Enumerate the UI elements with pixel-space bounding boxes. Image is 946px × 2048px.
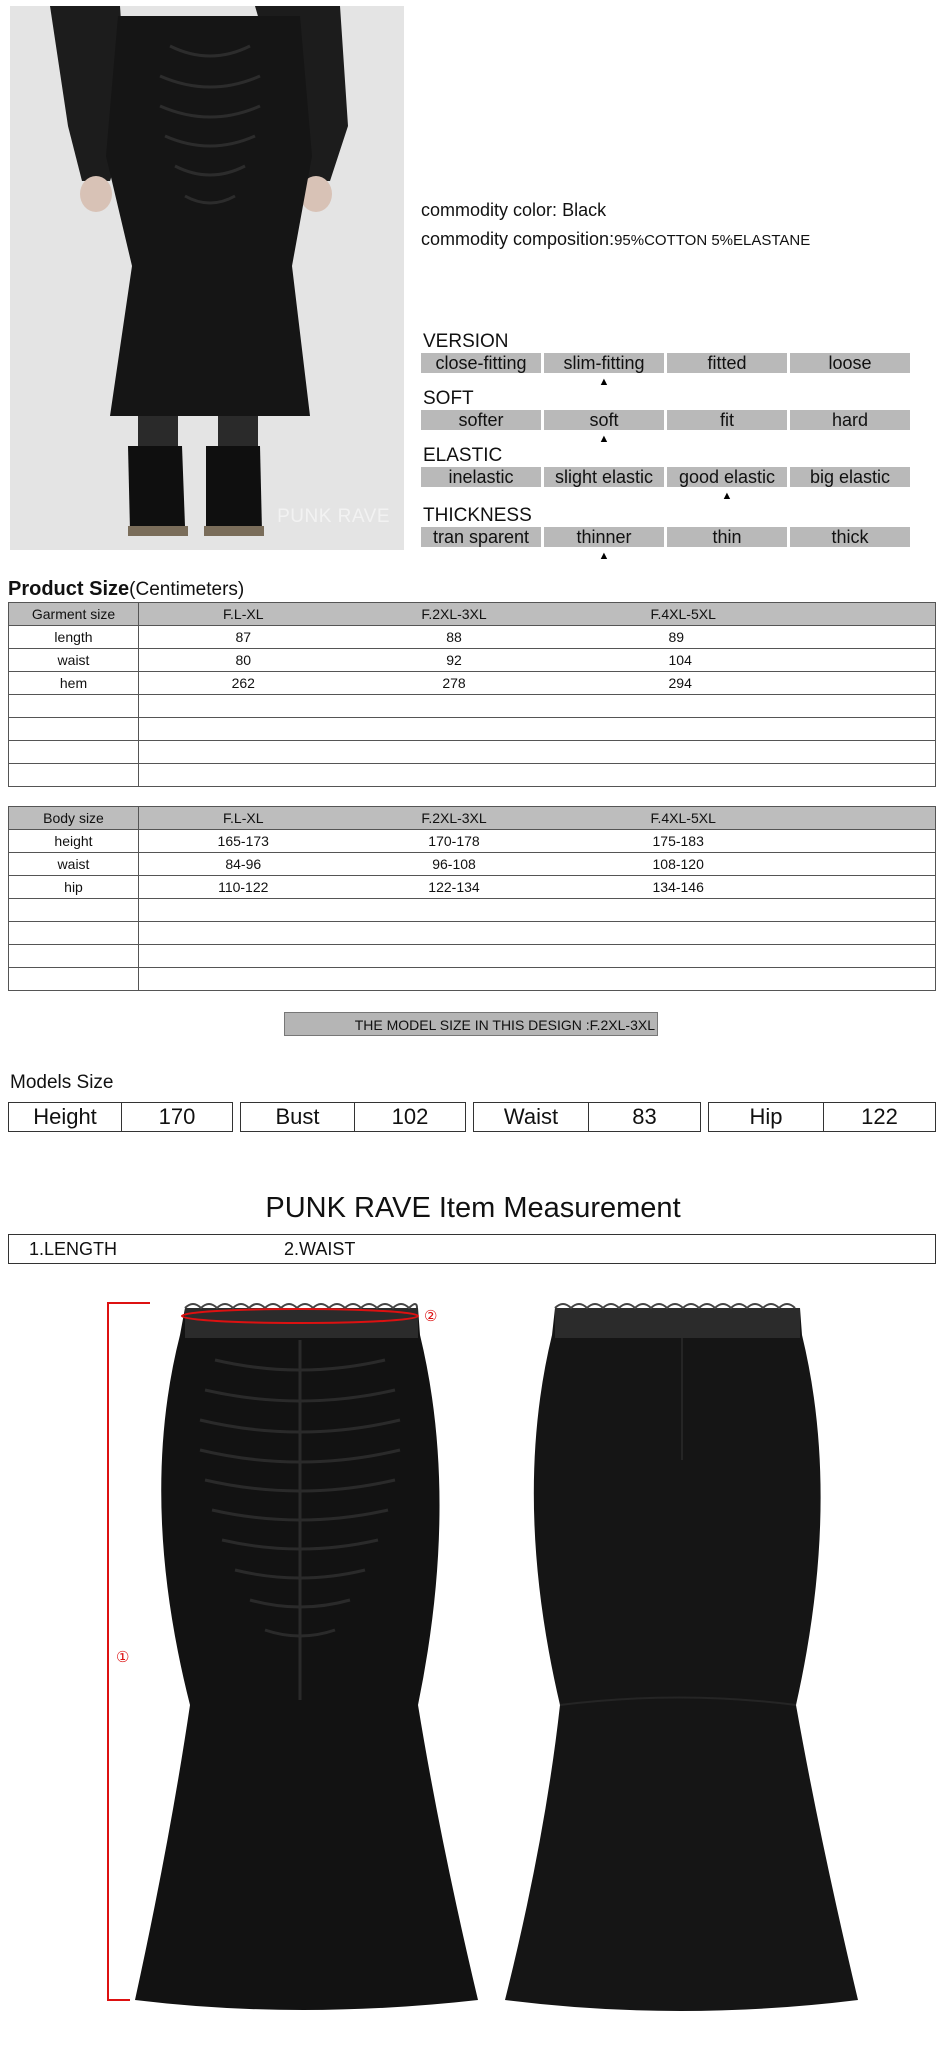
commodity-color-label: commodity color: — [421, 200, 558, 220]
model-measure-label: Bust — [241, 1103, 355, 1131]
commodity-composition-value: 95%COTTON 5%ELASTANE — [614, 232, 811, 249]
attribute-title-version: VERSION — [423, 331, 509, 352]
table-row: hip 110-122 122-134 134-146 — [9, 876, 936, 899]
table-row: waist 84-96 96-108 108-120 — [9, 853, 936, 876]
option-cell: inelastic — [421, 467, 541, 487]
selected-marker-icon: ▲ — [598, 376, 610, 388]
table-header-cell: F.L-XL — [139, 807, 348, 830]
commodity-composition-label: commodity composition: — [421, 229, 615, 249]
measurement-title: PUNK RAVE Item Measurement — [265, 1192, 681, 1224]
model-measure-height — [8, 1102, 233, 1132]
option-cell: big elastic — [790, 467, 910, 487]
product-size-title: Product Size(Centimeters) — [8, 578, 245, 600]
table-header-cell: F.L-XL — [139, 603, 348, 626]
measurement-item: 2.WAIST — [284, 1239, 356, 1259]
commodity-color — [421, 200, 606, 221]
table-header-cell: F.4XL-5XL — [561, 603, 936, 626]
option-cell: softer — [421, 410, 541, 430]
attribute-title-soft: SOFT — [423, 388, 474, 409]
commodity-color-value: Black — [562, 200, 607, 220]
option-cell: thin — [667, 527, 787, 547]
table-header-cell: Body size — [9, 807, 139, 830]
model-measure-label: Height — [9, 1103, 122, 1131]
table-header-row — [9, 603, 936, 626]
empty-row — [9, 968, 936, 991]
table-header-cell: Garment size — [9, 603, 139, 626]
model-figure-illustration — [10, 6, 404, 550]
model-size-note: THE MODEL SIZE IN THIS DESIGN :F.2XL-3XL — [284, 1012, 658, 1036]
scale-elastic — [421, 467, 910, 502]
option-cell: thinner ▲ — [544, 527, 664, 547]
attribute-title-thickness: THICKNESS — [423, 505, 532, 526]
option-cell: loose — [790, 353, 910, 373]
selected-marker-icon: ▲ — [598, 433, 610, 445]
marker-waist-icon: ② — [424, 1308, 438, 1325]
table-row: hem 262 278 294 — [9, 672, 936, 695]
selected-marker-icon: ▲ — [598, 550, 610, 562]
empty-row — [9, 695, 936, 718]
brand-watermark: PUNK RAVE — [277, 506, 390, 527]
skirt-diagram — [0, 1280, 946, 2040]
measurement-item: 1.LENGTH — [29, 1239, 118, 1259]
measurement-illustration — [0, 1280, 946, 2040]
product-photo — [10, 6, 404, 550]
product-size-unit: (Centimeters) — [129, 579, 245, 600]
empty-row — [9, 922, 936, 945]
garment-size-table — [8, 602, 936, 787]
option-cell: fit — [667, 410, 787, 430]
option-cell: close-fitting — [421, 353, 541, 373]
scale-thickness — [421, 527, 910, 562]
model-measure-value: 122 — [861, 1104, 898, 1129]
table-header-cell: F.2XL-3XL — [348, 807, 561, 830]
option-cell: tran sparent — [421, 527, 541, 547]
model-measure-label: Waist — [474, 1103, 589, 1131]
selected-marker-icon: ▲ — [721, 490, 733, 502]
attribute-title-elastic: ELASTIC — [423, 445, 503, 466]
option-cell: good elastic ▲ — [667, 467, 787, 487]
empty-row — [9, 764, 936, 787]
model-measure-bust — [240, 1102, 466, 1132]
empty-row — [9, 899, 936, 922]
table-header-cell: F.2XL-3XL — [348, 603, 561, 626]
marker-length-icon: ① — [116, 1649, 130, 1666]
table-row: height 165-173 170-178 175-183 — [9, 830, 936, 853]
model-measure-waist — [473, 1102, 701, 1132]
option-cell: fitted — [667, 353, 787, 373]
table-row: length 87 88 89 — [9, 626, 936, 649]
commodity-composition — [421, 229, 810, 250]
scale-version — [421, 353, 910, 388]
option-cell: slight elastic — [544, 467, 664, 487]
table-header-row — [9, 807, 936, 830]
model-measure-value: 102 — [391, 1104, 429, 1129]
model-measure-hip — [708, 1102, 936, 1132]
empty-row — [9, 741, 936, 764]
option-cell: soft ▲ — [544, 410, 664, 430]
scale-soft — [421, 410, 910, 445]
measurement-legend — [8, 1234, 936, 1264]
model-measure-label: Hip — [709, 1103, 824, 1131]
empty-row — [9, 718, 936, 741]
table-row: waist 80 92 104 — [9, 649, 936, 672]
model-measure-value: 83 — [632, 1104, 657, 1129]
models-size-title: Models Size — [10, 1072, 114, 1093]
model-measure-value: 170 — [158, 1104, 196, 1129]
option-cell: thick — [790, 527, 910, 547]
option-cell: slim-fitting ▲ — [544, 353, 664, 373]
empty-row — [9, 945, 936, 968]
body-size-table — [8, 806, 936, 991]
option-cell: hard — [790, 410, 910, 430]
table-header-cell: F.4XL-5XL — [561, 807, 936, 830]
